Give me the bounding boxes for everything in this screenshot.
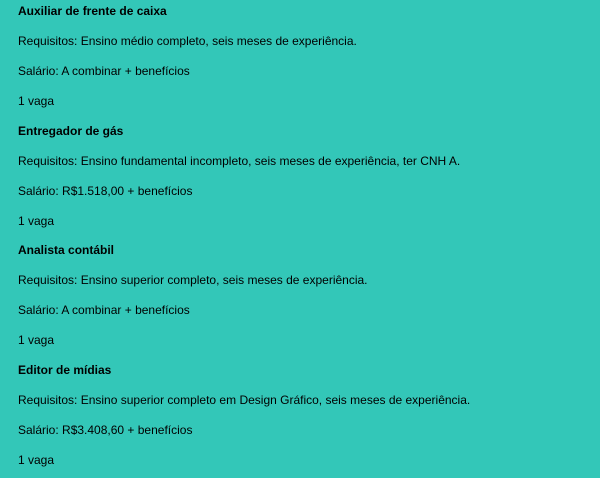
job-salary: Salário: R$3.408,60 + benefícios (18, 423, 193, 437)
job-title: Entregador de gás (18, 124, 124, 138)
job-openings: 1 vaga (18, 453, 55, 467)
job-salary: Salário: A combinar + benefícios (18, 303, 190, 317)
job-title: Editor de mídias (18, 363, 112, 377)
job-openings: 1 vaga (18, 94, 55, 108)
job-openings: 1 vaga (18, 333, 55, 347)
job-title: Auxiliar de frente de caixa (18, 4, 167, 18)
job-openings: 1 vaga (18, 214, 55, 228)
job-title: Analista contábil (18, 243, 115, 257)
job-salary: Salário: R$1.518,00 + benefícios (18, 184, 193, 198)
job-requirements: Requisitos: Ensino médio completo, seis meses de experiência. (18, 34, 357, 48)
job-requirements: Requisitos: Ensino fundamental incompleto, seis meses de experiência, ter CNH A. (18, 154, 461, 168)
job-requirements: Requisitos: Ensino superior completo em Design Gráfico, seis meses de experiência. (18, 393, 471, 407)
job-salary: Salário: A combinar + benefícios (18, 64, 190, 78)
job-requirements: Requisitos: Ensino superior completo, seis meses de experiência. (18, 273, 368, 287)
